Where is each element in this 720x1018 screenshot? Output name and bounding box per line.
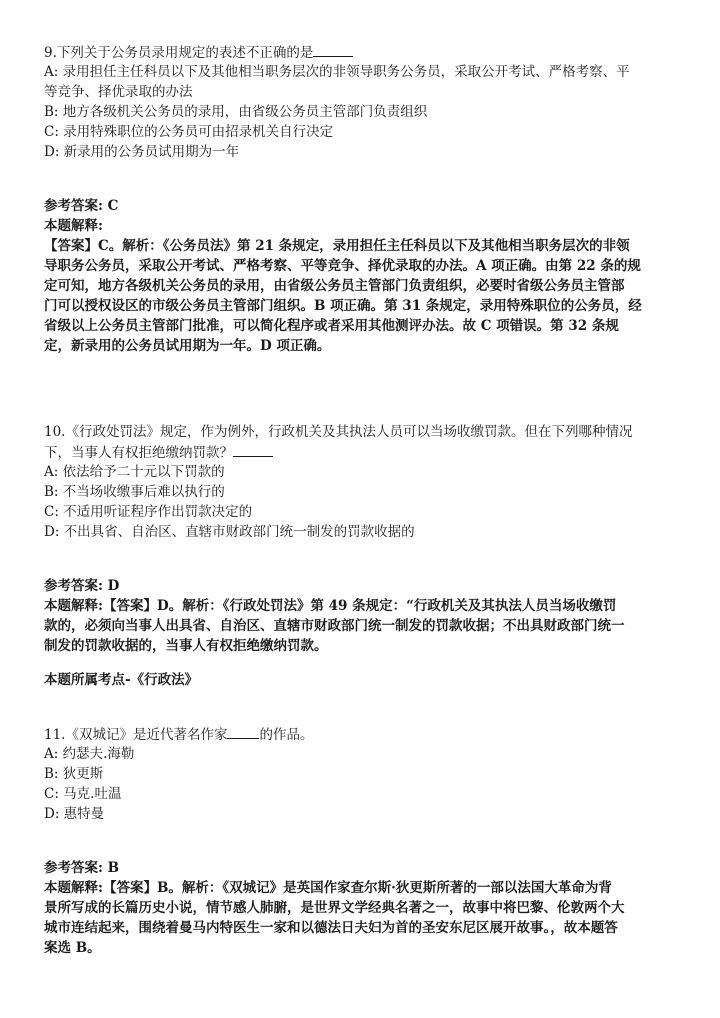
answer-blank: [313, 42, 353, 57]
q10-option-b: B: 不当场收缴事后难以执行的: [44, 484, 225, 500]
q10-option-c: C: 不适用听证程序作出罚款决定的: [44, 504, 253, 520]
q10-explanation-line: 款的，必须向当事人出具省、自治区、直辖市财政部门统一制发的罚款收据；不出具财政部门统一: [44, 618, 625, 634]
q9-option-a-cont: 等竞争、择优录取的办法: [44, 84, 193, 100]
q10-option-a: A: 依法给予二十元以下罚款的: [44, 464, 225, 480]
q11-explanation-line: 本题解释:【答案】B。解析：《双城记》是英国作家查尔斯·狄更斯所著的一部以法国大革命为背: [44, 880, 612, 896]
q9-explanation-line: 定可知，地方各级机关公务员的录用，由省级公务员主管部门负责组织，必要时省级公务员主管部: [44, 278, 625, 294]
q9-explanation-line: 定，新录用的公务员试用期为一年。D 项正确。: [44, 338, 331, 354]
q9-explanation-line: 导职务公务员，采取公开考试、严格考察、平等竞争、择优录取的办法。A 项正确。由第 22 条的规: [44, 258, 641, 274]
q11-explanation-line: 案选 B。: [44, 940, 101, 956]
q9-explanation-line: 【答案】C。解析：《公务员法》第 21 条规定，录用担任主任科员以下及其他相当职务层次的非领: [44, 238, 630, 254]
question-11-stem: 11.《双城记》是近代著名作家 的作品。: [44, 724, 684, 745]
question-10-stem-cont: 下，当事人有权拒绝缴纳罚款？: [44, 442, 684, 463]
q9-explanation-line: 门可以授权设区的市级公务员主管部门组织。B 项正确。第 31 条规定，录用特殊职位的公务员，经: [44, 298, 642, 314]
q11-option-b: B: 狄更斯: [44, 766, 104, 782]
q11-explanation-line: 景所写成的长篇历史小说，情节感人肺腑，是世界文学经典名著之一，故事中将巴黎、伦敦两个大: [44, 900, 625, 916]
q11-explanation-line: 城市连结起来，围绕着曼马内特医生一家和以德法日夫妇为首的圣安东尼区展开故事。，故本题答: [44, 920, 618, 936]
q9-option-a: A: 录用担任主任科员以下及其他相当职务层次的非领导职务公务员，采取公开考试、严格考察、平: [44, 64, 630, 80]
question-9-stem: 9.下列关于公务员录用规定的表述不正确的是: [44, 42, 684, 63]
q10-explanation-line: 制发的罚款收据的，当事人有权拒绝缴纳罚款。: [44, 638, 328, 654]
q11-option-d: D: 惠特曼: [44, 806, 105, 822]
q9-option-b: B: 地方各级机关公务员的录用，由省级公务员主管部门负责组织: [44, 104, 428, 120]
question-10-stem: 10.《行政处罚法》规定，作为例外，行政机关及其执法人员可以当场收缴罚款。但在下列哪种情况: [44, 424, 633, 440]
q9-explanation-line: 省级以上公务员主管部门批准，可以简化程序或者采用其他测评办法。故 C 项错误。第 32 条规: [44, 318, 619, 334]
q10-topic: 本题所属考点-《行政法》: [44, 672, 199, 688]
q9-option-c: C: 录用特殊职位的公务员可由招录机关自行决定: [44, 124, 334, 140]
answer-blank: [227, 724, 259, 739]
answer-blank: [233, 442, 273, 457]
q10-option-d: D: 不出具省、自治区、直辖市财政部门统一制发的罚款收据的: [44, 524, 415, 540]
q9-explain-title: 本题解释:: [44, 218, 103, 234]
q10-explanation-line: 本题解释:【答案】D。解析：《行政处罚法》第 49 条规定：“行政机关及其执法人员当场收缴罚: [44, 598, 617, 614]
q9-option-d: D: 新录用的公务员试用期为一年: [44, 144, 240, 160]
q11-option-a: A: 约瑟夫.海勒: [44, 746, 135, 762]
q11-option-c: C: 马克.吐温: [44, 786, 122, 802]
q9-answer: 参考答案: C: [44, 198, 119, 214]
q11-answer: 参考答案: B: [44, 860, 120, 876]
q10-answer: 参考答案: D: [44, 578, 120, 594]
